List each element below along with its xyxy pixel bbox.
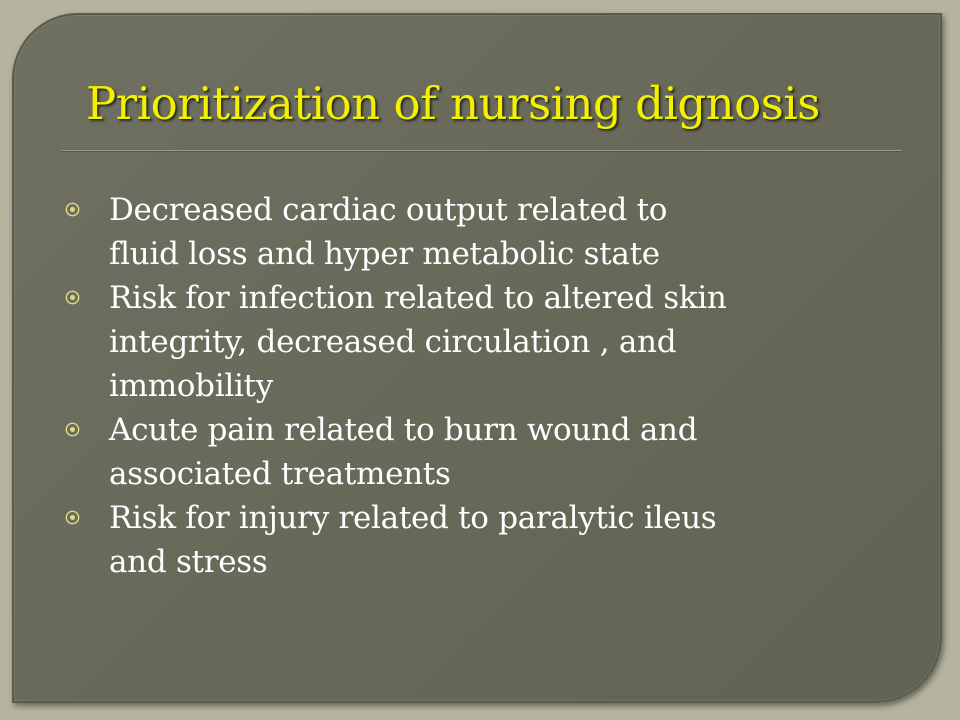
bullet-line: and stress xyxy=(109,544,268,580)
slide-title: Prioritization of nursing dignosis xyxy=(86,77,820,130)
bullet-item xyxy=(58,408,898,496)
bullet-line: Acute pain related to burn wound and xyxy=(109,412,698,448)
bullet-line: integrity, decreased circulation , and xyxy=(109,324,677,360)
bullet-line: Risk for injury related to paralytic ileus xyxy=(109,500,717,536)
bullet-line: Decreased cardiac output related to xyxy=(109,192,668,228)
title-divider xyxy=(62,150,902,152)
bullet-line: Risk for infection related to altered skin xyxy=(109,280,727,316)
bullet-text xyxy=(109,276,727,408)
bullet-line: fluid loss and hyper metabolic state xyxy=(109,236,660,272)
bullet-item xyxy=(58,188,898,276)
bullet-line: associated treatments xyxy=(109,456,451,492)
bullet-item xyxy=(58,496,898,584)
circled-dot-bullet-icon xyxy=(65,510,80,525)
circled-dot-bullet-icon xyxy=(65,422,80,437)
bullet-text xyxy=(109,408,697,496)
bullet-item xyxy=(58,276,898,408)
bullet-line: immobility xyxy=(109,368,273,404)
circled-dot-bullet-icon xyxy=(65,202,80,217)
bullet-text xyxy=(109,496,716,584)
bullet-list xyxy=(58,188,898,584)
bullet-text xyxy=(109,188,667,276)
circled-dot-bullet-icon xyxy=(65,290,80,305)
